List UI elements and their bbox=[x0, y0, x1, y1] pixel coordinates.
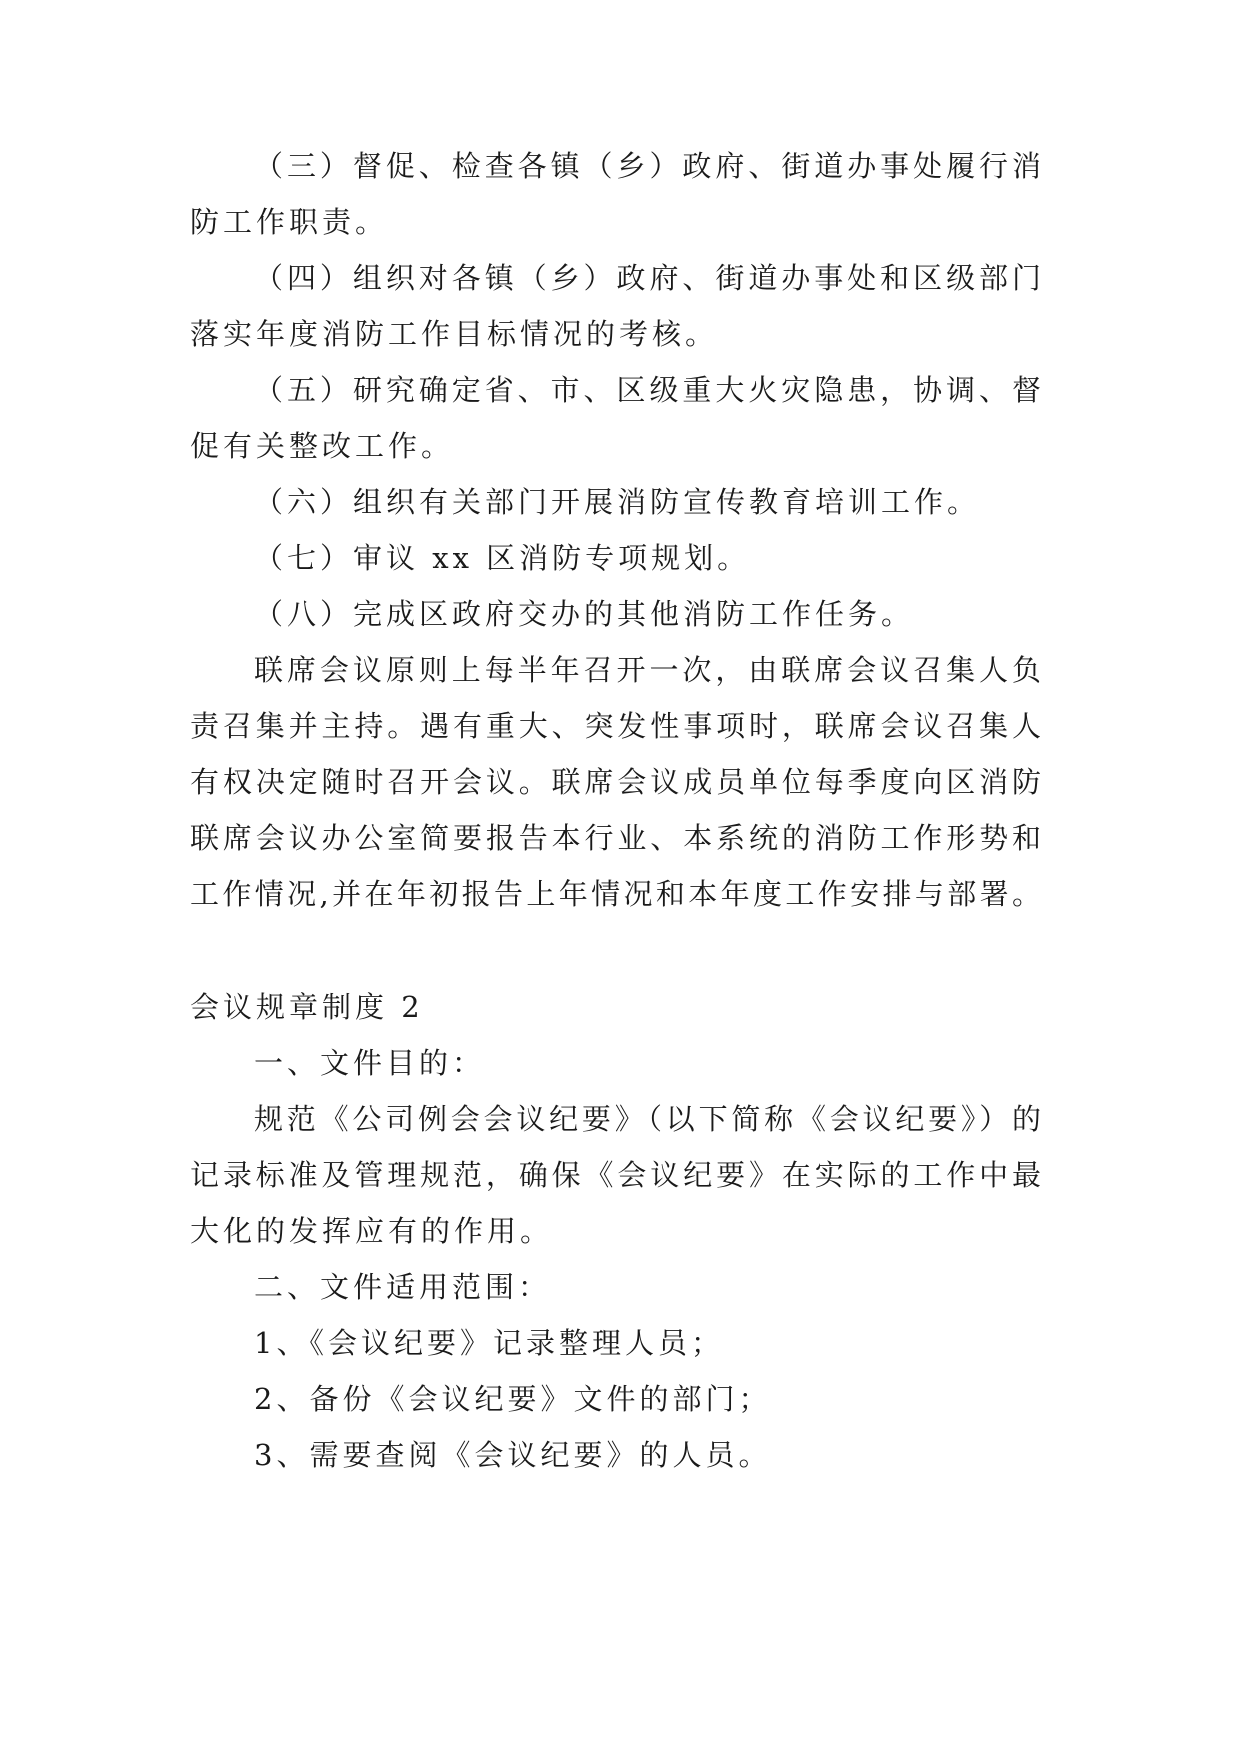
text-line: 联席会议原则上每半年召开一次，由联席会议召集人负 bbox=[254, 653, 1041, 687]
text-line: 3、需要查阅《会议纪要》的人员。 bbox=[254, 1438, 772, 1472]
text-line: 1、《会议纪要》记录整理人员； bbox=[254, 1326, 724, 1360]
text-line: （八）完成区政府交办的其他消防工作任务。 bbox=[254, 597, 915, 631]
text-line: 大化的发挥应有的作用。 bbox=[190, 1214, 554, 1248]
text-line: 规范《公司例会会议纪要》（以下简称《会议纪要》）的 bbox=[254, 1102, 1041, 1136]
text-line: （七）审议 xx 区消防专项规划。 bbox=[254, 541, 751, 575]
text-line: 联席会议办公室简要报告本行业、本系统的消防工作形势和 bbox=[190, 821, 1041, 855]
text-line: 促有关整改工作。 bbox=[190, 429, 455, 463]
text-line: 责召集并主持。遇有重大、突发性事项时，联席会议召集人 bbox=[190, 709, 1041, 743]
text-line: （三）督促、检查各镇（乡）政府、街道办事处履行消 bbox=[254, 149, 1041, 183]
text-line: 2、备份《会议纪要》文件的部门； bbox=[254, 1382, 772, 1416]
text-line: 记录标准及管理规范，确保《会议纪要》在实际的工作中最 bbox=[190, 1158, 1041, 1192]
text-line: （四）组织对各镇（乡）政府、街道办事处和区级部门 bbox=[254, 261, 1041, 295]
text-line: 二、文件适用范围： bbox=[254, 1270, 552, 1304]
text-line: 一、文件目的： bbox=[254, 1046, 486, 1080]
text-line: （六）组织有关部门开展消防宣传教育培训工作。 bbox=[254, 485, 981, 519]
text-line: （五）研究确定省、市、区级重大火灾隐患，协调、督 bbox=[254, 373, 1041, 407]
text-line: 工作情况,并在年初报告上年情况和本年度工作安排与部署。 bbox=[190, 877, 1041, 911]
text-line: 有权决定随时召开会议。联席会议成员单位每季度向区消防 bbox=[190, 765, 1041, 799]
text-line: 落实年度消防工作目标情况的考核。 bbox=[190, 317, 719, 351]
text-line: 防工作职责。 bbox=[190, 205, 389, 239]
section-heading: 会议规章制度 2 bbox=[190, 990, 424, 1024]
